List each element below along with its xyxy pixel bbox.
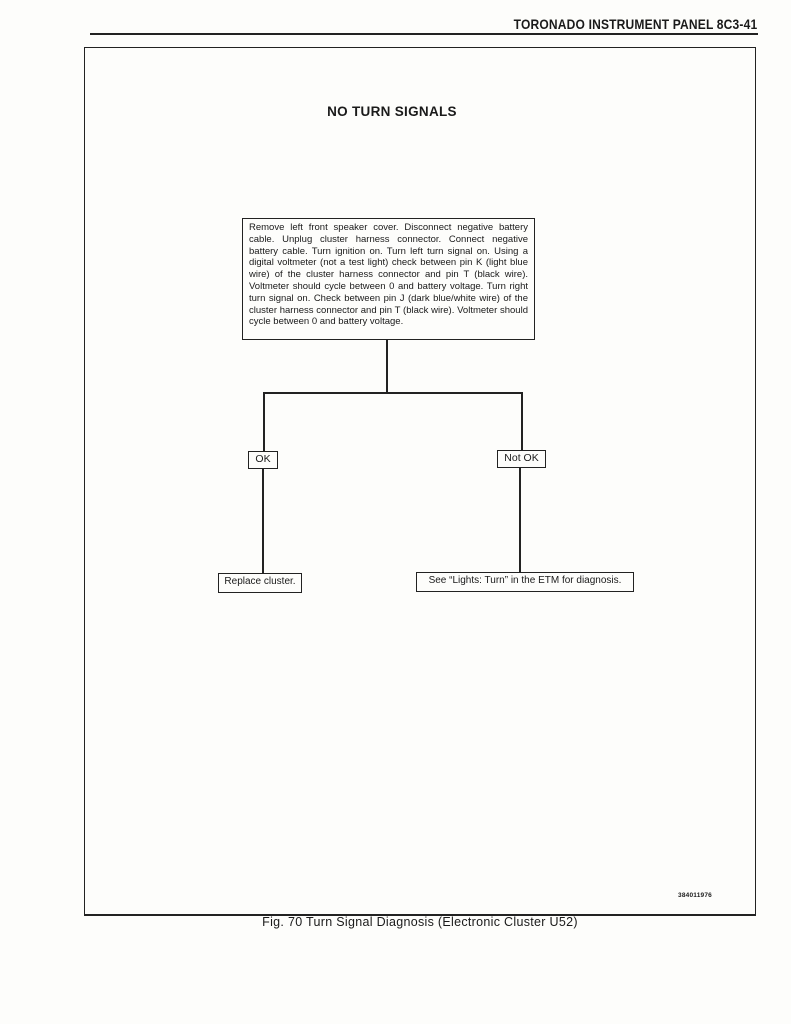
header-rule bbox=[90, 33, 758, 35]
diagram-title: NO TURN SIGNALS bbox=[327, 104, 457, 119]
figure-code: 384011976 bbox=[678, 892, 712, 899]
connector-branch-bar bbox=[263, 392, 523, 394]
ok-label: OK bbox=[248, 451, 278, 469]
connector-ok-down bbox=[263, 392, 265, 451]
figure-frame bbox=[84, 47, 756, 916]
connector-notok-result bbox=[519, 468, 521, 572]
start-step-box: Remove left front speaker cover. Disconnect negative battery cable. Unplug cluster harness connector. Connect negative battery cable. Turn ignition on. Turn left turn signal on. Using a digital voltmeter (not a test light) check between pin K (light blue wire) of the cluster harness connector and pin T (black wire). Voltmeter should cycle between 0 and battery voltage. Turn right turn signal on. Check between pin J (dark blue/white wire) of the cluster harness connector and pin T (black wire). Voltmeter should cycle between 0 and battery voltage. bbox=[242, 218, 535, 340]
connector-ok-result bbox=[262, 469, 264, 573]
see-etm-box: See “Lights: Turn” in the ETM for diagnosis. bbox=[416, 572, 634, 592]
replace-cluster-box: Replace cluster. bbox=[218, 573, 302, 593]
connector-notok-down bbox=[521, 392, 523, 450]
connector-trunk bbox=[386, 340, 388, 393]
section-header: TORONADO INSTRUMENT PANEL 8C3-41 bbox=[513, 16, 757, 32]
figure-caption: Fig. 70 Turn Signal Diagnosis (Electronic Cluster U52) bbox=[262, 915, 578, 929]
not-ok-label: Not OK bbox=[497, 450, 546, 468]
